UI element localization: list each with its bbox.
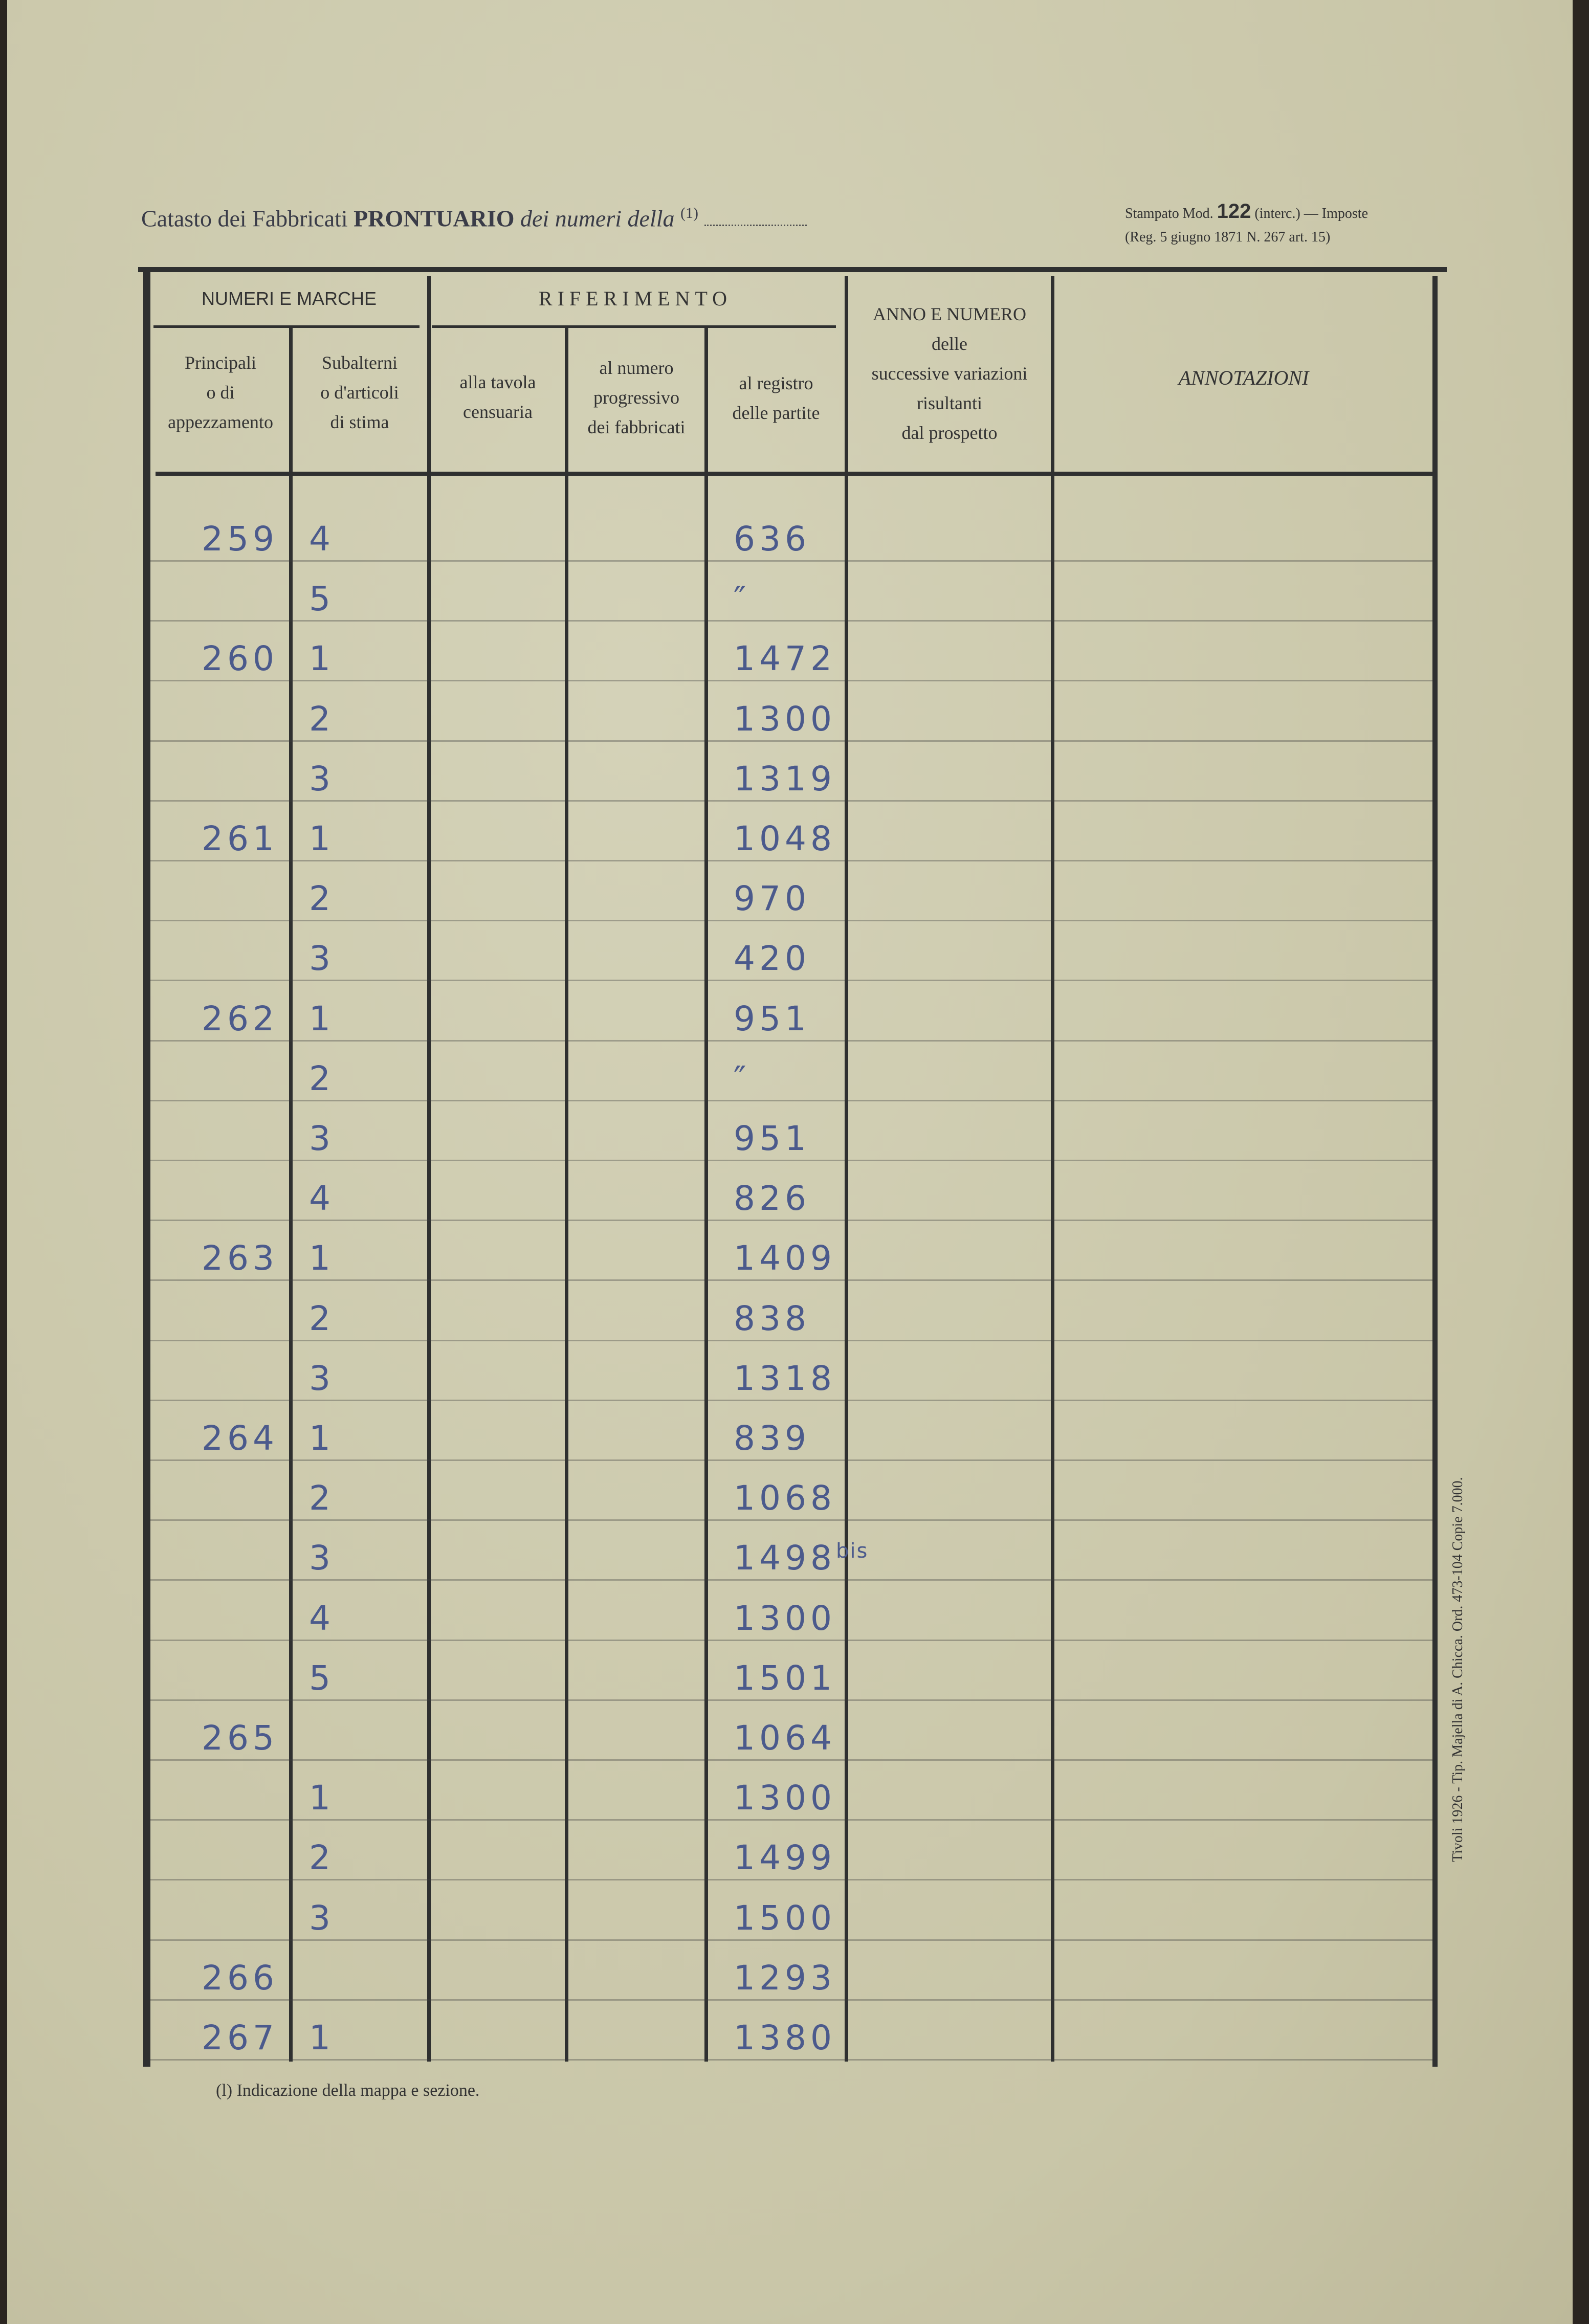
cell-subalterno: 3	[309, 759, 335, 799]
cell-subalterno: 5	[309, 579, 335, 619]
row-rule	[150, 560, 1432, 562]
row-rule	[150, 1040, 1432, 1042]
cell-registro: 1064	[734, 1718, 836, 1758]
cell-registro: 1300	[734, 699, 836, 739]
header-subalterni: Subalterni o d'articoli di stima	[320, 352, 399, 432]
cell-subalterno: 1	[309, 1238, 335, 1278]
sep-anno-annotazioni	[1051, 276, 1054, 2062]
cell-principale: 267	[202, 2018, 278, 2057]
cell-subalterno: 2	[309, 1298, 335, 1338]
cell-registro: 1501	[734, 1658, 836, 1698]
cell-subalterno: 1	[309, 1419, 335, 1458]
cell-principale: 260	[202, 639, 278, 679]
cell-registro: 951	[734, 999, 810, 1038]
cell-subalterno: 5	[309, 1658, 335, 1698]
cell-registro: 1048	[734, 819, 836, 858]
cell-registro: 1380	[734, 2018, 836, 2057]
cell-principale: 262	[202, 999, 278, 1038]
row-rule	[150, 1699, 1432, 1701]
cell-registro: 1319	[734, 759, 836, 799]
row-rule	[150, 1279, 1432, 1281]
row-rule	[150, 1579, 1432, 1581]
cell-principale: 265	[202, 1718, 278, 1758]
cell-principale: 261	[202, 819, 278, 858]
header-bottom-rule	[156, 472, 1434, 476]
cell-registro: 636	[734, 519, 810, 559]
cell-principale: 263	[202, 1238, 278, 1278]
numeri-group-rule	[153, 325, 420, 328]
regulation-line: (Reg. 5 giugno 1871 N. 267 art. 15)	[1125, 229, 1331, 245]
row-rule	[150, 920, 1432, 921]
row-rule	[150, 800, 1432, 802]
row-rule	[150, 1160, 1432, 1161]
registro-suffix: bis	[835, 1539, 869, 1563]
title-regular: Catasto dei Fabbricati	[141, 205, 348, 232]
cell-subalterno: 1	[309, 819, 335, 858]
cell-registro: 1293	[734, 1958, 836, 1998]
row-rule	[150, 1999, 1432, 2001]
sep-numero-registro	[704, 327, 708, 2062]
cell-registro: 1409	[734, 1238, 836, 1278]
cell-registro: 1318	[734, 1358, 836, 1398]
cell-registro: 1472	[734, 639, 836, 679]
cell-registro: 1300	[734, 1598, 836, 1638]
row-rule	[150, 1519, 1432, 1521]
row-rule	[150, 1819, 1432, 1821]
cell-registro: 1500	[734, 1898, 836, 1938]
row-rule	[150, 1759, 1432, 1761]
cell-subalterno: 1	[309, 999, 335, 1038]
cell-subalterno: 4	[309, 1598, 335, 1638]
cell-subalterno: 3	[309, 939, 335, 979]
cell-registro: 1300	[734, 1778, 836, 1818]
fill-in-line	[704, 224, 807, 226]
header-annotazioni: ANNOTAZIONI	[1178, 366, 1309, 389]
printer-imprint: Tivoli 1926 - Tip. Majella di A. Chicca. Ord. 473-104 Copie 7.000.	[1450, 1477, 1466, 1862]
cell-subalterno: 2	[309, 699, 335, 739]
cell-registro: 1499	[734, 1838, 836, 1878]
row-rule	[150, 1340, 1432, 1341]
cell-subalterno: 1	[309, 639, 335, 679]
cell-registro: 1068	[734, 1478, 836, 1518]
cell-registro: 970	[734, 879, 810, 919]
cell-principale: 264	[202, 1419, 278, 1458]
riferimento-group-rule	[432, 325, 836, 328]
cell-subalterno: 2	[309, 1478, 335, 1518]
cell-subalterno: 3	[309, 1538, 335, 1578]
cell-subalterno: 1	[309, 1778, 335, 1818]
row-rule	[150, 1100, 1432, 1101]
cell-subalterno: 3	[309, 1119, 335, 1158]
header-numero-progressivo: al numero progressivo dei fabbricati	[587, 358, 686, 437]
page-title	[141, 205, 807, 232]
mod-suffix: (interc.) — Imposte	[1254, 206, 1369, 222]
cell-registro: ″	[734, 1058, 751, 1098]
table-top-rule	[138, 267, 1447, 272]
cell-registro: 951	[734, 1119, 810, 1158]
cell-subalterno: 2	[309, 1058, 335, 1098]
header-principali: Principali o di appezzamento	[168, 352, 273, 432]
cell-registro: $1498^{bis}$	[734, 1538, 869, 1578]
cell-subalterno: 4	[309, 519, 335, 559]
cell-subalterno: 2	[309, 1838, 335, 1878]
row-rule	[150, 980, 1432, 981]
cell-principale: 259	[202, 519, 278, 559]
table-left-border	[143, 271, 150, 2067]
row-rule	[150, 680, 1432, 681]
table-right-border	[1432, 276, 1438, 2067]
footnote: (l) Indicazione della mappa e sezione.	[216, 2081, 480, 2100]
cell-subalterno: 1	[309, 2018, 335, 2057]
header-anno-numero: ANNO E NUMERO delle successive variazioni risultanti dal prospetto	[871, 304, 1028, 443]
row-rule	[150, 860, 1432, 861]
cell-subalterno: 3	[309, 1898, 335, 1938]
row-rule	[150, 1459, 1432, 1461]
mod-number: 122	[1217, 200, 1251, 223]
cell-registro: 839	[734, 1419, 810, 1458]
mod-prefix: Stampato Mod.	[1125, 206, 1213, 222]
row-rule	[150, 620, 1432, 622]
row-rule	[150, 1879, 1432, 1880]
row-rule	[150, 1220, 1432, 1221]
title-italic: dei numeri della	[520, 205, 675, 232]
sep-subalterni-tavola	[427, 276, 431, 2062]
row-rule	[150, 1400, 1432, 1401]
cell-subalterno: 4	[309, 1179, 335, 1219]
sep-principali-subalterni	[289, 325, 293, 2062]
cell-subalterno: 3	[309, 1358, 335, 1398]
row-rule	[150, 1640, 1432, 1641]
cell-subalterno: 2	[309, 879, 335, 919]
header-tavola: alla tavola censuaria	[459, 372, 536, 422]
document-page	[7, 0, 1573, 2324]
header-numeri-e-marche: NUMERI E MARCHE	[201, 288, 377, 309]
cell-principale: 266	[202, 1958, 278, 1998]
cell-registro: 420	[734, 939, 810, 979]
header-registro: al registro delle partite	[732, 373, 820, 423]
sep-tavola-numero	[565, 327, 568, 2062]
row-rule	[150, 2059, 1432, 2061]
form-model-info	[1125, 200, 1452, 249]
header-riferimento: RIFERIMENTO	[538, 287, 733, 310]
cell-registro: 838	[734, 1298, 810, 1338]
cell-registro: 826	[734, 1179, 810, 1219]
title-footnote-ref: (1)	[680, 205, 698, 222]
row-rule	[150, 740, 1432, 742]
cell-registro: ″	[734, 579, 751, 619]
title-bold: PRONTUARIO	[354, 205, 515, 232]
sep-registro-anno	[845, 276, 848, 2062]
row-rule	[150, 1939, 1432, 1941]
